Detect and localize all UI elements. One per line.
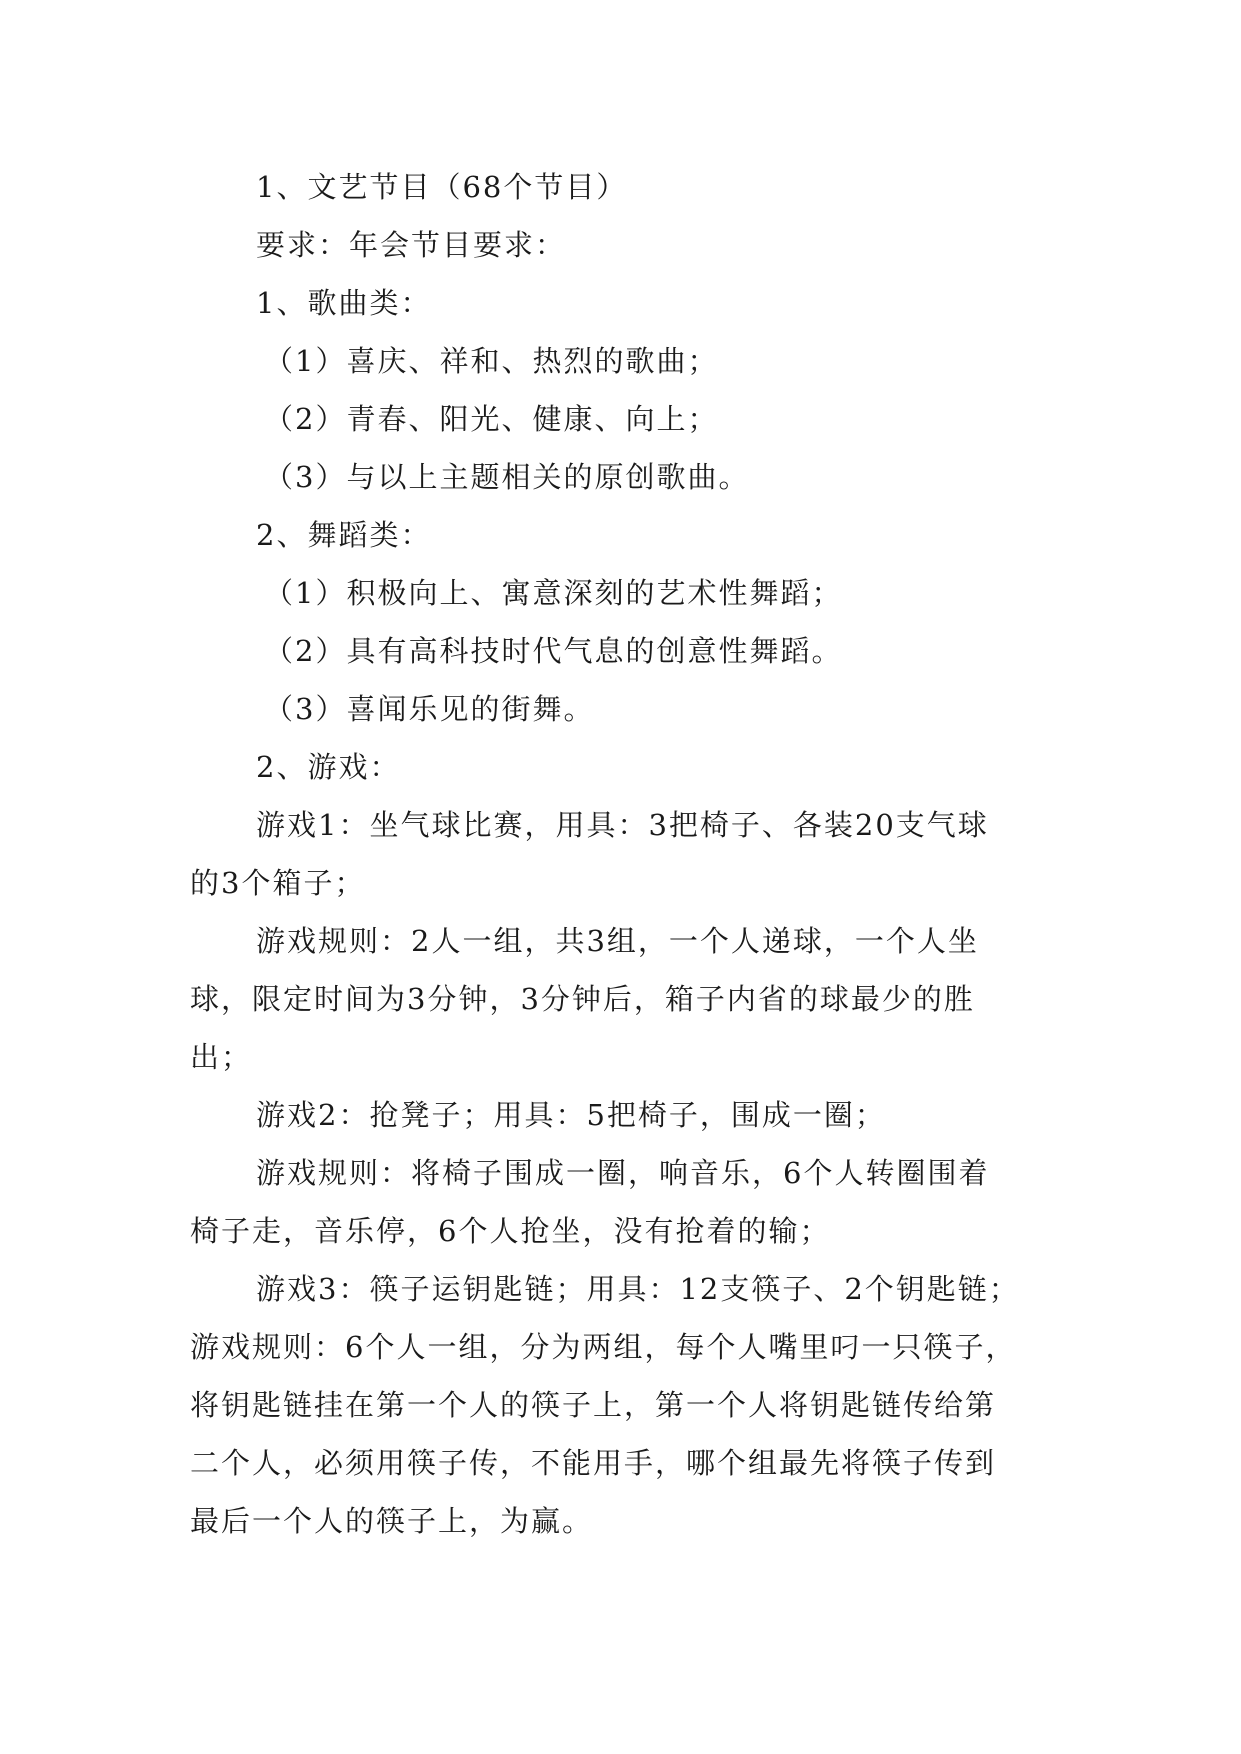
text-line: 二个人，必须用筷子传，不能用手，哪个组最先将筷子传到 [190, 1446, 997, 1480]
text-line: 2、游戏： [256, 750, 401, 784]
text-line: 游戏2：抢凳子；用具：5把椅子，围成一圈； [256, 1098, 886, 1132]
text-line: （1）喜庆、祥和、热烈的歌曲； [264, 344, 719, 378]
text-line: 2、舞蹈类： [256, 518, 432, 552]
text-line: 游戏规则：将椅子围成一圈，响音乐，6个人转圈围着 [256, 1156, 990, 1190]
text-line: （3）与以上主题相关的原创歌曲。 [264, 460, 750, 494]
text-line: 1、文艺节目（68个节目） [256, 170, 628, 204]
text-line: （2）具有高科技时代气息的创意性舞蹈。 [264, 634, 843, 668]
text-line: 游戏规则：2人一组，共3组，一个人递球，一个人坐 [256, 924, 979, 958]
text-line: （1）积极向上、寓意深刻的艺术性舞蹈； [264, 576, 843, 610]
text-line: （2）青春、阳光、健康、向上； [264, 402, 719, 436]
text-line: 游戏规则：6个人一组，分为两组，每个人嘴里叼一只筷子， [190, 1330, 1017, 1364]
document-body [190, 158, 1060, 1550]
text-line: 游戏1：坐气球比赛，用具：3把椅子、各装20支气球 [256, 808, 989, 842]
text-line: （3）喜闻乐见的街舞。 [264, 692, 595, 726]
text-line: 的3个箱子； [190, 866, 366, 900]
text-line: 出； [190, 1040, 253, 1074]
text-line: 球，限定时间为3分钟，3分钟后，箱子内省的球最少的胜 [190, 982, 975, 1016]
text-line: 将钥匙链挂在第一个人的筷子上，第一个人将钥匙链传给第 [190, 1388, 997, 1422]
text-line: 椅子走，音乐停，6个人抢坐，没有抢着的输； [190, 1214, 831, 1248]
text-line: 游戏3：筷子运钥匙链；用具：12支筷子、2个钥匙链； [256, 1272, 1020, 1306]
text-line: 1、歌曲类： [256, 286, 432, 320]
text-line: 要求：年会节目要求： [256, 228, 567, 262]
text-line: 最后一个人的筷子上，为赢。 [190, 1504, 594, 1538]
